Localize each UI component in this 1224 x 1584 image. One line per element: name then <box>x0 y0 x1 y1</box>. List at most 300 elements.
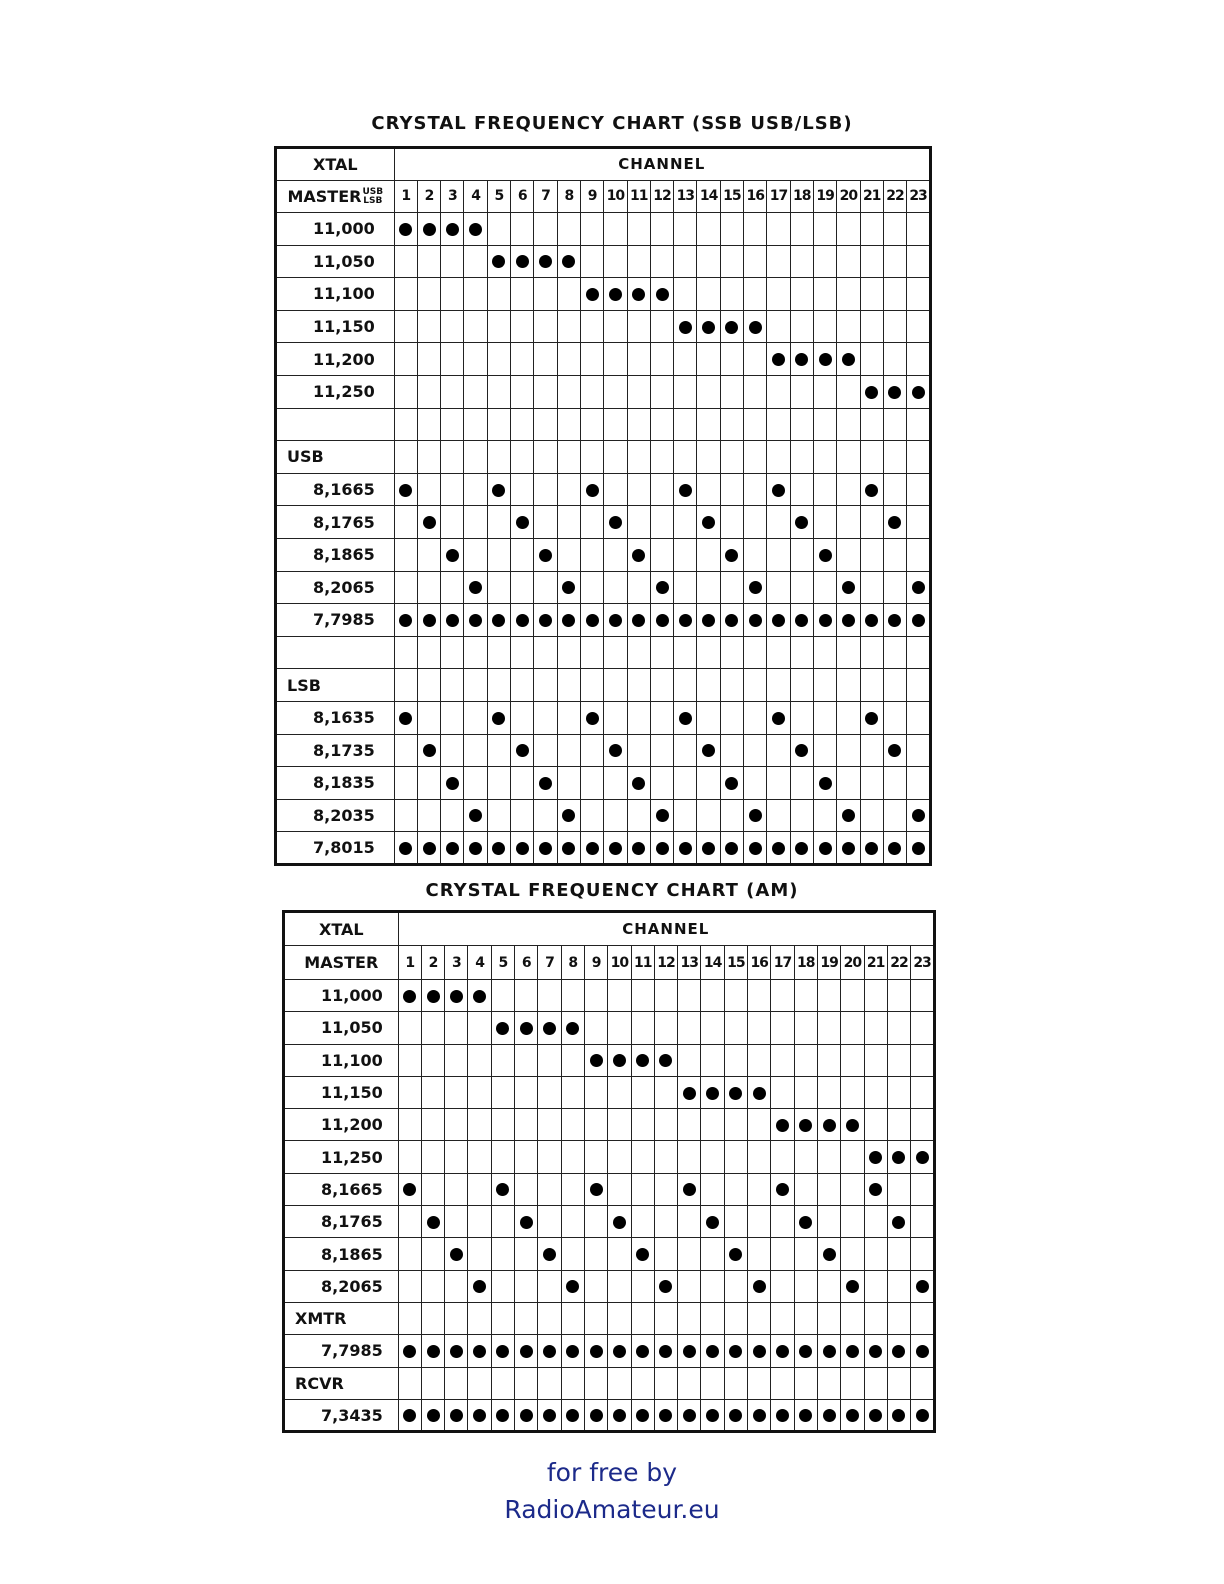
channel-cell <box>860 506 883 539</box>
channel-cell <box>697 343 720 376</box>
crystal-dot <box>427 990 440 1003</box>
crystal-dot <box>469 842 482 855</box>
section-label: LSB <box>276 669 395 702</box>
crystal-dot <box>846 1119 859 1132</box>
crystal-dot <box>539 255 552 268</box>
channel-number: 14 <box>701 946 724 980</box>
channel-cell <box>557 408 580 441</box>
crystal-dot <box>609 842 622 855</box>
table-row <box>284 1076 935 1108</box>
channel-cell <box>534 375 557 408</box>
channel-cell <box>817 1173 840 1205</box>
channel-cell <box>441 636 464 669</box>
channel-cell <box>557 832 580 865</box>
channel-cell <box>464 799 487 832</box>
channel-cell <box>767 278 790 311</box>
channel-cell <box>724 1012 747 1044</box>
channel-cell <box>398 1109 421 1141</box>
channel-cell <box>584 1399 607 1431</box>
channel-cell <box>817 1076 840 1108</box>
crystal-dot <box>888 516 901 529</box>
channel-cell <box>654 1141 677 1173</box>
channel-number: 11 <box>627 180 650 213</box>
channel-cell <box>674 408 697 441</box>
table-row <box>284 1109 935 1141</box>
channel-cell <box>491 1012 514 1044</box>
channel-cell <box>674 832 697 865</box>
crystal-dot <box>609 288 622 301</box>
channel-cell <box>864 1141 887 1173</box>
crystal-dot <box>446 223 459 236</box>
crystal-dot <box>423 223 436 236</box>
channel-cell <box>841 1076 864 1108</box>
crystal-dot <box>469 581 482 594</box>
channel-cell <box>724 1141 747 1173</box>
channel-cell <box>604 701 627 734</box>
channel-cell <box>631 1076 654 1108</box>
crystal-dot <box>912 842 925 855</box>
channel-cell <box>674 636 697 669</box>
crystal-dot <box>725 549 738 562</box>
channel-cell <box>604 375 627 408</box>
channel-cell <box>813 701 836 734</box>
crystal-dot <box>795 744 808 757</box>
crystal-dot <box>799 1119 812 1132</box>
channel-cell <box>724 1302 747 1334</box>
channel-cell <box>678 1044 701 1076</box>
channel-number: 19 <box>813 180 836 213</box>
channel-cell <box>534 832 557 865</box>
crystal-dot <box>729 1345 742 1358</box>
crystal-dot <box>399 223 412 236</box>
channel-cell <box>813 538 836 571</box>
channel-cell <box>398 1270 421 1302</box>
channel-cell <box>557 506 580 539</box>
channel-cell <box>534 701 557 734</box>
channel-cell <box>398 1206 421 1238</box>
channel-cell <box>604 604 627 637</box>
channel-number: 1 <box>394 180 417 213</box>
channel-cell <box>627 343 650 376</box>
channel-cell <box>561 1141 584 1173</box>
channel-cell <box>584 1109 607 1141</box>
channel-cell <box>584 1367 607 1399</box>
channel-cell <box>883 278 906 311</box>
channel-cell <box>580 506 603 539</box>
table-row <box>276 408 931 441</box>
channel-cell <box>557 767 580 800</box>
crystal-dot <box>539 842 552 855</box>
channel-cell <box>911 1399 935 1431</box>
channel-cell <box>678 1399 701 1431</box>
channel-number: 22 <box>883 180 906 213</box>
channel-cell <box>701 1270 724 1302</box>
channel-cell <box>701 980 724 1012</box>
channel-cell <box>417 375 440 408</box>
channel-cell <box>771 1302 794 1334</box>
channel-cell <box>748 1012 771 1044</box>
channel-cell <box>394 310 417 343</box>
channel-number: 3 <box>441 180 464 213</box>
channel-cell <box>394 701 417 734</box>
channel-number: 18 <box>794 946 817 980</box>
crystal-dot <box>772 353 785 366</box>
channel-cell <box>790 408 813 441</box>
channel-cell <box>887 1141 910 1173</box>
channel-cell <box>674 278 697 311</box>
channel-cell <box>650 669 673 702</box>
channel-cell <box>445 1173 468 1205</box>
channel-cell <box>511 734 534 767</box>
channel-cell <box>515 1076 538 1108</box>
crystal-dot <box>916 1409 929 1422</box>
channel-cell <box>701 1206 724 1238</box>
channel-cell <box>813 799 836 832</box>
crystal-dot <box>706 1409 719 1422</box>
channel-cell <box>445 1238 468 1270</box>
channel-cell <box>584 1302 607 1334</box>
channel-cell <box>907 832 931 865</box>
channel-cell <box>883 604 906 637</box>
channel-cell <box>394 571 417 604</box>
channel-cell <box>794 1206 817 1238</box>
channel-cell <box>464 636 487 669</box>
channel-cell <box>650 767 673 800</box>
channel-cell <box>790 604 813 637</box>
crystal-dot <box>539 614 552 627</box>
channel-cell <box>464 473 487 506</box>
channel-cell <box>790 701 813 734</box>
crystal-dot <box>892 1151 905 1164</box>
frequency-label: 11,050 <box>276 245 395 278</box>
table-row <box>284 1141 935 1173</box>
channel-cell <box>534 278 557 311</box>
channel-cell <box>394 538 417 571</box>
channel-cell <box>744 734 767 767</box>
crystal-dot <box>869 1345 882 1358</box>
channel-cell <box>417 506 440 539</box>
crystal-dot <box>586 712 599 725</box>
crystal-dot <box>656 809 669 822</box>
crystal-dot <box>912 614 925 627</box>
crystal-dot <box>865 614 878 627</box>
channel-cell <box>837 636 860 669</box>
crystal-dot <box>706 1216 719 1229</box>
channel-cell <box>650 310 673 343</box>
channel-cell <box>580 669 603 702</box>
channel-cell <box>771 1173 794 1205</box>
crystal-dot <box>892 1216 905 1229</box>
frequency-label: 11,200 <box>276 343 395 376</box>
section-label: RCVR <box>284 1367 399 1399</box>
crystal-dot <box>702 516 715 529</box>
crystal-dot <box>679 712 692 725</box>
channel-cell <box>864 1206 887 1238</box>
channel-cell <box>911 1076 935 1108</box>
table-row <box>276 375 931 408</box>
channel-cell <box>837 408 860 441</box>
channel-cell <box>841 1206 864 1238</box>
crystal-dot <box>725 614 738 627</box>
channel-cell <box>627 799 650 832</box>
channel-cell <box>604 213 627 246</box>
channel-cell <box>724 1335 747 1367</box>
channel-cell <box>627 767 650 800</box>
channel-cell <box>654 980 677 1012</box>
channel-cell <box>538 1076 561 1108</box>
channel-cell <box>417 701 440 734</box>
crystal-dot <box>772 842 785 855</box>
channel-cell <box>790 343 813 376</box>
channel-cell <box>417 832 440 865</box>
channel-cell <box>650 636 673 669</box>
channel-cell <box>864 1076 887 1108</box>
channel-cell <box>678 1367 701 1399</box>
channel-cell <box>701 1173 724 1205</box>
channel-cell <box>445 1206 468 1238</box>
master-label: MASTER <box>304 953 379 972</box>
channel-cell <box>515 1399 538 1431</box>
channel-cell <box>421 1012 444 1044</box>
channel-cell <box>631 980 654 1012</box>
channel-cell <box>631 1109 654 1141</box>
channel-number: 2 <box>421 946 444 980</box>
channel-cell <box>398 1367 421 1399</box>
channel-cell <box>561 1238 584 1270</box>
crystal-dot <box>427 1216 440 1229</box>
channel-cell <box>487 278 510 311</box>
channel-cell <box>580 604 603 637</box>
channel-cell <box>487 767 510 800</box>
channel-cell <box>511 538 534 571</box>
channel-number: 7 <box>534 180 557 213</box>
channel-cell <box>394 799 417 832</box>
table-row <box>276 278 931 311</box>
channel-cell <box>748 1270 771 1302</box>
channel-cell <box>817 1238 840 1270</box>
channel-cell <box>860 799 883 832</box>
crystal-dot <box>865 484 878 497</box>
crystal-dot <box>636 1409 649 1422</box>
channel-cell <box>491 1335 514 1367</box>
crystal-dot <box>516 842 529 855</box>
channel-cell <box>720 213 743 246</box>
table-row <box>276 799 931 832</box>
channel-cell <box>767 701 790 734</box>
channel-cell <box>421 980 444 1012</box>
channel-cell <box>398 1044 421 1076</box>
crystal-dot <box>492 484 505 497</box>
channel-cell <box>394 245 417 278</box>
channel-cell <box>487 832 510 865</box>
channel-cell <box>631 1238 654 1270</box>
channel-cell <box>720 310 743 343</box>
channel-cell <box>654 1109 677 1141</box>
channel-cell <box>817 1141 840 1173</box>
channel-number: 7 <box>538 946 561 980</box>
channel-cell <box>487 799 510 832</box>
channel-cell <box>864 1302 887 1334</box>
channel-cell <box>534 636 557 669</box>
channel-cell <box>398 1012 421 1044</box>
channel-cell <box>394 213 417 246</box>
crystal-dot <box>613 1216 626 1229</box>
channel-cell <box>674 375 697 408</box>
channel-cell <box>794 1270 817 1302</box>
crystal-dot <box>543 1345 556 1358</box>
channel-cell <box>654 1399 677 1431</box>
crystal-dot <box>679 842 692 855</box>
channel-cell <box>511 506 534 539</box>
channel-cell <box>678 1141 701 1173</box>
channel-cell <box>464 310 487 343</box>
crystal-dot <box>543 1248 556 1261</box>
channel-cell <box>584 1173 607 1205</box>
crystal-dot <box>566 1022 579 1035</box>
channel-cell <box>468 1044 491 1076</box>
table-row <box>276 213 931 246</box>
channel-cell <box>771 1206 794 1238</box>
channel-cell <box>767 506 790 539</box>
channel-cell <box>813 473 836 506</box>
channel-cell <box>883 408 906 441</box>
channel-cell <box>907 538 931 571</box>
channel-cell <box>720 506 743 539</box>
channel-cell <box>534 734 557 767</box>
channel-cell <box>794 1173 817 1205</box>
channel-cell <box>487 408 510 441</box>
table-row <box>284 1302 935 1334</box>
channel-cell <box>720 473 743 506</box>
channel-cell <box>468 1109 491 1141</box>
channel-number: 2 <box>417 180 440 213</box>
channel-cell <box>464 767 487 800</box>
channel-cell <box>538 1206 561 1238</box>
channel-cell <box>794 980 817 1012</box>
channel-cell <box>860 734 883 767</box>
channel-cell <box>911 1270 935 1302</box>
channel-cell <box>813 408 836 441</box>
channel-number: 5 <box>487 180 510 213</box>
channel-cell <box>604 669 627 702</box>
channel-cell <box>534 245 557 278</box>
channel-cell <box>697 734 720 767</box>
channel-cell <box>864 1109 887 1141</box>
channel-cell <box>744 636 767 669</box>
channel-cell <box>511 636 534 669</box>
crystal-dot <box>586 614 599 627</box>
frequency-label <box>276 636 395 669</box>
table-row <box>284 1044 935 1076</box>
channel-cell <box>911 1302 935 1334</box>
channel-cell <box>701 1141 724 1173</box>
channel-cell <box>748 1141 771 1173</box>
channel-cell <box>580 799 603 832</box>
channel-cell <box>445 1012 468 1044</box>
channel-cell <box>557 310 580 343</box>
channel-cell <box>464 832 487 865</box>
channel-cell <box>584 1044 607 1076</box>
channel-cell <box>720 441 743 474</box>
channel-cell <box>468 1270 491 1302</box>
channel-cell <box>394 441 417 474</box>
channel-cell <box>790 832 813 865</box>
crystal-dot <box>729 1248 742 1261</box>
channel-cell <box>398 1399 421 1431</box>
channel-cell <box>790 213 813 246</box>
channel-cell <box>398 1173 421 1205</box>
frequency-label: 11,200 <box>284 1109 399 1141</box>
channel-cell <box>907 310 931 343</box>
channel-cell <box>860 310 883 343</box>
table-row <box>284 1173 935 1205</box>
channel-cell <box>511 473 534 506</box>
channel-cell <box>491 1302 514 1334</box>
channel-cell <box>883 473 906 506</box>
channel-cell <box>674 604 697 637</box>
channel-number: 23 <box>907 180 931 213</box>
frequency-label: 11,250 <box>284 1141 399 1173</box>
channel-number: 6 <box>515 946 538 980</box>
channel-cell <box>604 310 627 343</box>
channel-cell <box>748 980 771 1012</box>
crystal-dot <box>865 386 878 399</box>
channel-cell <box>720 375 743 408</box>
channel-cell <box>608 1238 631 1270</box>
crystal-dot <box>819 842 832 855</box>
channel-cell <box>841 1044 864 1076</box>
crystal-dot <box>753 1409 766 1422</box>
crystal-dot <box>590 1183 603 1196</box>
channel-cell <box>487 310 510 343</box>
channel-cell <box>701 1109 724 1141</box>
table-row <box>276 734 931 767</box>
channel-cell <box>650 473 673 506</box>
channel-cell <box>887 1270 910 1302</box>
crystal-dot <box>842 809 855 822</box>
channel-cell <box>650 506 673 539</box>
channel-cell <box>421 1076 444 1108</box>
master-label: MASTER <box>287 186 362 206</box>
channel-cell <box>394 767 417 800</box>
channel-cell <box>813 245 836 278</box>
channel-cell <box>817 1206 840 1238</box>
crystal-dot <box>753 1087 766 1100</box>
channel-number: 10 <box>608 946 631 980</box>
channel-cell <box>417 310 440 343</box>
channel-cell <box>860 278 883 311</box>
frequency-label: 8,1665 <box>284 1173 399 1205</box>
crystal-dot <box>702 614 715 627</box>
frequency-label: 11,250 <box>276 375 395 408</box>
footer-site: RadioAmateur.eu <box>504 1495 720 1524</box>
channel-number: 1 <box>398 946 421 980</box>
channel-number: 6 <box>511 180 534 213</box>
channel-cell <box>561 1399 584 1431</box>
channel-cell <box>584 1206 607 1238</box>
channel-cell <box>887 1238 910 1270</box>
crystal-dot <box>609 516 622 529</box>
channel-cell <box>860 375 883 408</box>
crystal-dot <box>632 614 645 627</box>
crystal-dot <box>520 1216 533 1229</box>
channel-cell <box>837 506 860 539</box>
channel-cell <box>767 375 790 408</box>
am-crystal-table <box>282 910 936 1433</box>
table-row <box>284 980 935 1012</box>
channel-cell <box>631 1044 654 1076</box>
crystal-dot <box>749 842 762 855</box>
